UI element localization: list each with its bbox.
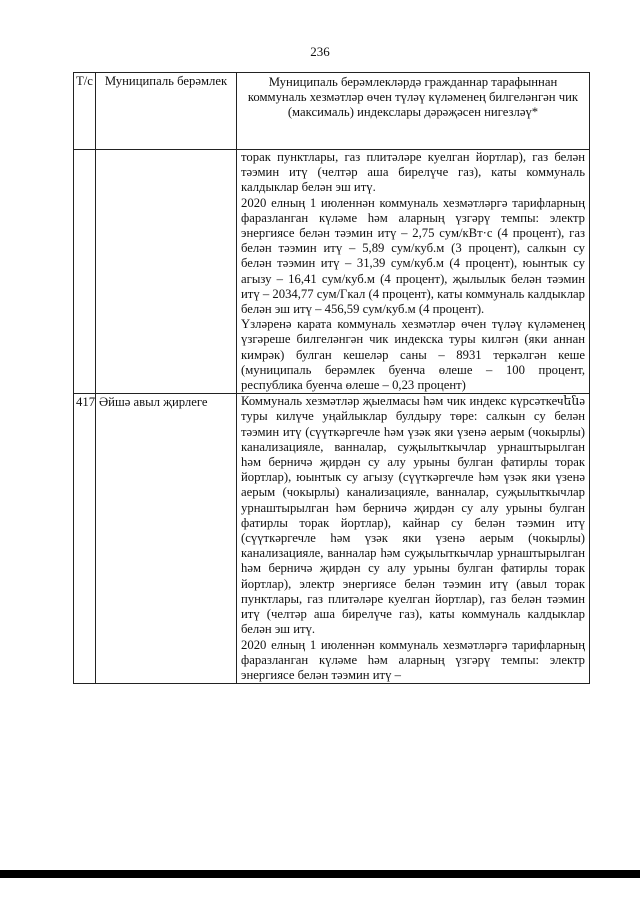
header-number: Т/с [74,73,96,150]
row-municipality [96,150,237,394]
paragraph: 2020 елның 1 июленнән коммуналь хезмәтләргә тарифларның фаразланган күләме һәм аларның үзгәрү темпы: электр энергиясе белән тәэмин итү – 2,75 сум/кВт·с (4 процент), газ белән тәэмин итү – 5,89 сум/куб.м (3 процент), салкын су белән тәэмин итү – 31,39 сум/куб.м (4 процент), юынтык су агызу – 16,41 сум/куб.м (4 процент), җылылык белән тәэмин итү – 2034,77 сум/Гкал (4 процент), каты коммуналь калдыклар белән эш итү – 456,59 сум/куб.м (4 процент). [241,195,585,317]
table-row [74,394,590,684]
paragraph: Үзләренә карата коммуналь хезмәтләр өчен түләү күләменең үзгәреше билгеләнгән чик индекска туры килгән (яки аннан кимрәк) булган кешеләр саны – 8931 теркәлгән кеше (муниципаль берәмлек буенча өлеше – 100 процент, республика буенча өлеше – 0,23 процент) [241,317,585,393]
row-number [74,150,96,394]
paragraph: Коммуналь хезмәтләр җыелмасы һәм чик индекс күрсәткечենә туры килүче уңайлыклар булдыру төре: салкын су белән тәэмин итү (сүүткәргечле һәм үзәк яки үзенә аерым (чокырлы) канализацияле, ванналар, суҗылыткычлар урнаштырылган һәм берничә җирдән су алу урыны булган фатирлы торак йортлар), юынтык су агызу (сүүткәргечле һәм үзәк яки үзенә аерым (чокырлы) канализацияле, ванналар, суҗылыткычлар урнаштырылган һәм берничә җирдән су алу урыны булган фатирлы торак йортлар), кайнар су белән тәэмин итү (сүүткәргечле һәм үзәк яки үзенә аерым (чокырлы) канализацияле, ванналар һәм суҗылыткычлар урнаштырылган һәм берничә җирдән су алу урыны булган фатирлы торак йортлар), электр энергиясе белән тәэмин итү (авыл торак пунктлары, газ плитәләре куелган йортлар), газ белән тәэмин итү (челтәр аша бирелүче газ), каты коммуналь калдыклар белән эш итү. [241,394,585,637]
paragraph: 2020 елның 1 июленнән коммуналь хезмәтләргә тарифларның фаразланган күләме һәм аларның үзгәрү темпы: электр энергиясе белән тәэмин итү – [241,637,585,682]
bottom-scan-border [0,870,640,878]
table-row [74,150,590,394]
page-number: 236 [310,44,330,59]
row-description [237,394,590,684]
row-municipality: Әйшә авыл җирлеге [96,394,237,684]
row-description [237,150,590,394]
tariff-index-table [73,72,590,684]
row-number: 417 [74,394,96,684]
paragraph: торак пунктлары, газ плитәләре куелган йортлар), газ белән тәэмин итү (челтәр аша бирелүче газ), каты коммуналь калдыклар белән эш итү. [241,150,585,195]
header-municipality: Муниципаль берәмлек [96,73,237,150]
header-indexes: Муниципаль берәмлекләрдә гражданнар тарафыннан коммуналь хезмәтләр өчен түләү күләменең билгеләнгән чик (максималь) индекслары дәрәҗәсен нигезләү* [237,73,590,150]
table-header-row [74,73,590,150]
